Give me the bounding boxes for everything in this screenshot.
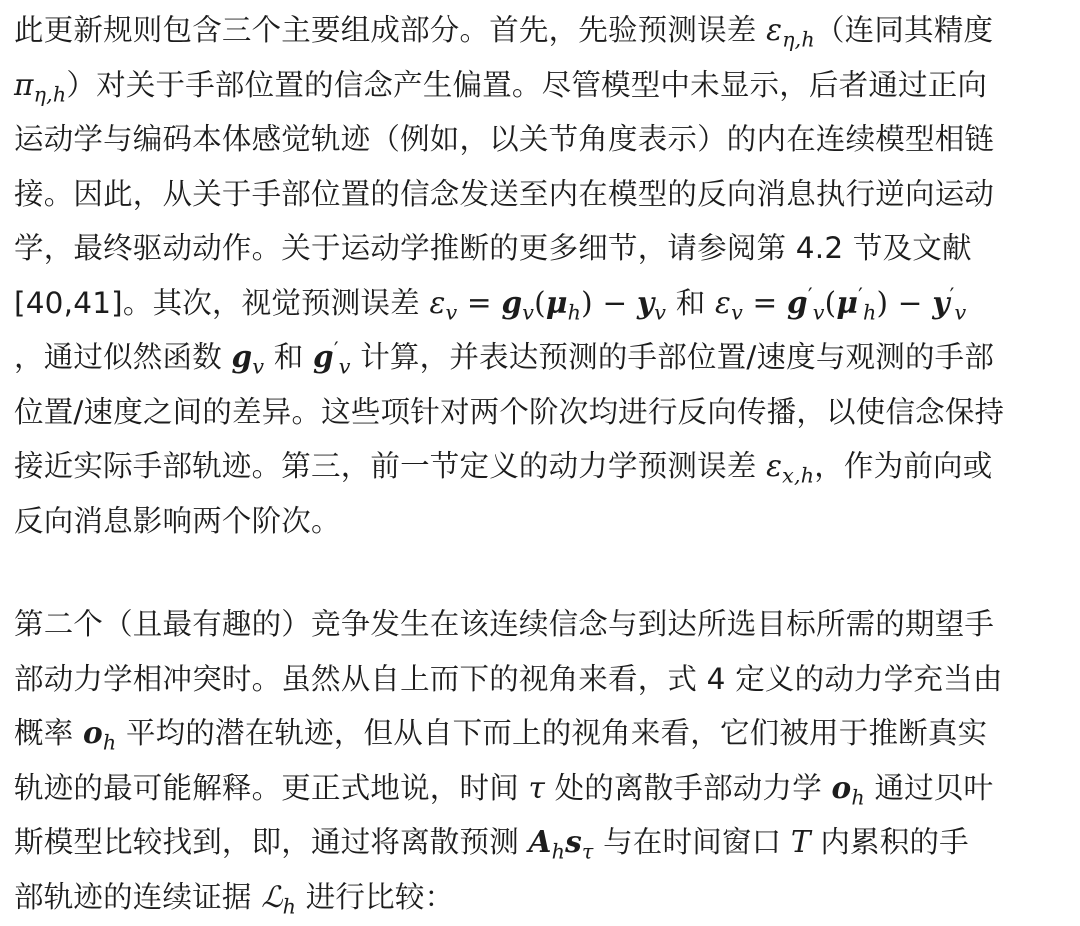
precision-symbol: $\pi_{\eta,h}$ [14,67,67,107]
text-run: 通过贝叶 [864,770,994,805]
text-run: 接近实际手部轨迹。第三，前一节定义的动力学预测误差 [14,449,767,483]
text-line [14,652,1066,707]
text-run: ，通过似然函数 [14,340,232,374]
text-run: 计算，并表达预测的手部位置/速度与观测的手部 [350,340,995,374]
text-run: 处的离散手部动力学 [545,770,832,805]
text-line [14,870,1066,925]
text-line [14,494,1066,549]
text-line [14,439,1066,494]
text-run: 概率 [14,716,83,750]
text-line [14,276,1066,331]
time-window-symbol: T [790,825,811,859]
text-run: 运动学与编码本体感觉轨迹（例如，以关节角度表示）的内在连续模型相链 [14,122,995,156]
text-line [14,112,1066,167]
text-run: 平均的潜在轨迹，但从自下而上的视角来看，它们被用于推断真实 [116,716,988,750]
text-line [14,221,1066,276]
text-line [14,815,1066,870]
text-run: ）对关于手部位置的信念产生偏置。尽管模型中未显示，后者通过正向 [66,67,988,102]
dynamics-prediction-error-symbol: $\varepsilon_{x,h}$ [766,449,815,488]
text-run: 部轨迹的连续证据 [14,879,262,914]
text-run: （连同其精度 [814,13,994,47]
text-run: ，作为前向或 [814,449,993,483]
prior-prediction-error-symbol: $\varepsilon_{\eta,h}$ [766,13,815,52]
text-line [14,167,1066,222]
text-line [14,58,1066,113]
text-run: 与在时间窗口 [593,825,791,859]
text-run: 第二个（且最有趣的）竞争发生在该连续信念与到达所选目标所需的期望手 [14,607,995,641]
paragraph-update-rule [14,3,1066,548]
paragraph-competition [14,597,1066,924]
probability-symbol: $o_h$ [82,715,117,755]
text-run: 位置/速度之间的差异。这些项针对两个阶次均进行反向传播，以使信念保持 [14,394,1005,429]
text-run: [40,41]。其次，视觉预测误差 [14,285,430,320]
text-line [14,330,1066,385]
text-run: 和 [666,285,716,320]
text-line [14,3,1066,58]
visual-velocity-error-equation: $\varepsilon_v = g'_v(\mu'_h) - y'_v$ [715,283,967,325]
time-symbol: τ [528,770,546,805]
text-line [14,597,1066,652]
text-run: 和 [264,340,314,374]
text-run: 学，最终驱动动作。关于运动学推断的更多细节，请参阅第 4.2 节及文献 [14,231,972,265]
text-run: 内累积的手 [810,825,969,859]
text-line [14,385,1066,440]
discrete-prediction-symbol: $A_hs_\tau$ [528,824,594,864]
likelihood-function-symbol: $g_v$ [231,339,265,379]
text-run: 部动力学相冲突时。虽然从自上而下的视角来看，式 4 定义的动力学充当由 [14,661,1003,696]
discrete-dynamics-symbol: $o_h$ [831,769,865,810]
text-line [14,761,1066,816]
continuous-evidence-symbol: ℒ$_h$ [261,879,297,919]
visual-prediction-error-equation: $\varepsilon_v = g_v(\mu_h) - y_v$ [429,284,667,325]
text-run: 斯模型比较找到，即，通过将离散预测 [14,825,529,859]
text-run: 接。因此，从关于手部位置的信念发送至内在模型的反向消息执行逆向运动 [14,176,995,211]
text-run: 反向消息影响两个阶次。 [14,503,341,538]
text-line [14,706,1066,761]
text-run: 进行比较： [296,879,455,914]
likelihood-function-prime-symbol: $g'_v$ [313,337,351,379]
text-run: 轨迹的最可能解释。更正式地说，时间 [14,770,529,805]
text-run: 此更新规则包含三个主要组成部分。首先，先验预测误差 [14,13,767,47]
